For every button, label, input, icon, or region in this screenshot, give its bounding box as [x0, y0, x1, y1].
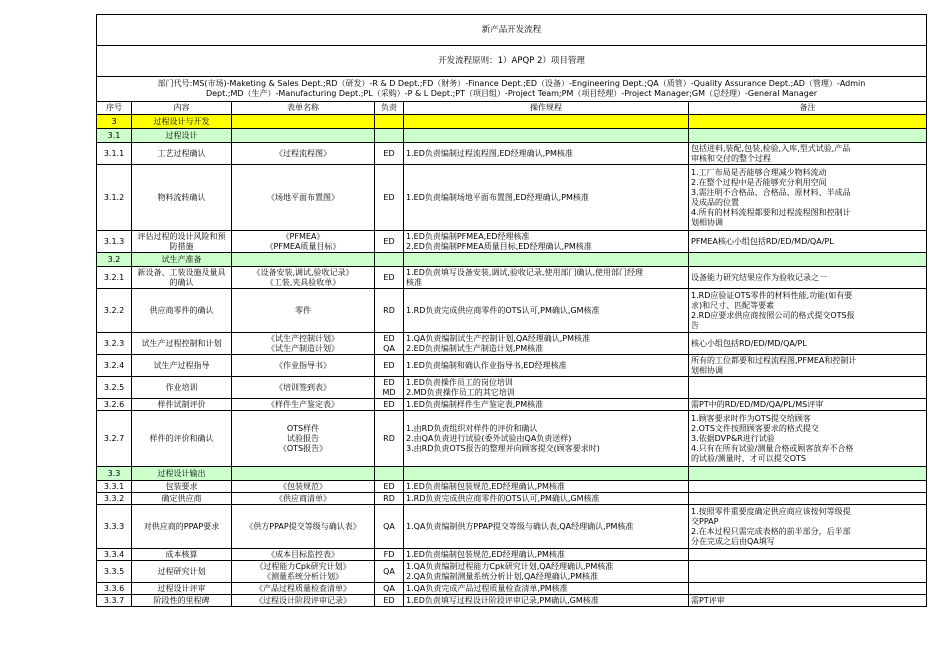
- process-sheet: [96, 14, 927, 607]
- row-notes-line: 1.按照零件重要度确定供应商应该按何等级提: [691, 506, 851, 516]
- table-row: [97, 333, 927, 355]
- row-owner: [375, 549, 404, 561]
- row-form-line: 《工装,夹具验收单》: [265, 277, 341, 287]
- row-procedure-line: 1.ED负责填写过程设计阶段评审记录,PM确认,GM核准: [406, 595, 599, 605]
- row-form-line: 《试生产控制计划》: [267, 333, 339, 343]
- header-form: 表单名称: [232, 102, 375, 115]
- section-label: 过程设计: [132, 129, 232, 143]
- row-content-line: 成本核算: [165, 549, 198, 559]
- row-procedure-line: 2.由QA负责进行试验(委外试验由QA负责送样): [406, 433, 572, 443]
- row-num: 3.3.6: [97, 583, 132, 595]
- row-notes: [689, 231, 927, 253]
- row-procedure: [404, 165, 689, 231]
- row-procedure-line: 1.QA负责完成产品过程质量检查清单,PM核准: [406, 583, 568, 593]
- row-owner-line: ED: [383, 272, 395, 282]
- row-content-line: 防措施: [169, 241, 194, 251]
- row-procedure: [404, 411, 689, 467]
- section-label: 过程设计输出: [132, 467, 232, 481]
- phase-label: 过程设计与开发: [132, 115, 232, 129]
- row-procedure-line: 1.RD负责完成供应商零件的OTS认可,PM确认,GM核准: [406, 305, 600, 315]
- section-num: 3.3: [97, 467, 132, 481]
- row-form-line: 《供应商清单》: [275, 493, 331, 503]
- row-procedure: [404, 377, 689, 399]
- row-procedure-line: 1.ED负责编制和确认作业指导书,ED经理核准: [406, 360, 567, 370]
- row-procedure-line: 2.ED负责编制试生产制造计划,PM核准: [406, 343, 544, 353]
- row-form: [232, 549, 375, 561]
- row-owner-line: RD: [383, 433, 395, 443]
- department-codes-line-2: Dept.;MD（生产）-Manufacturing Dept.;PL（采购）-P & L Dept.;PT（项目组）-Project Team;PM（项目经理）-Project Manager;GM（总经理）-General Manager: [205, 89, 818, 98]
- row-num: 3.1.3: [97, 231, 132, 253]
- section-row: [97, 467, 927, 481]
- row-notes-line: 3.需注明不合格品、合格品、原材料、半成品: [691, 187, 851, 197]
- section-row: [97, 253, 927, 267]
- row-num: 3.3.1: [97, 481, 132, 493]
- row-owner: [375, 583, 404, 595]
- table-row: [97, 505, 927, 549]
- row-notes: [689, 355, 927, 377]
- row-notes-line: 3.依据DVP&R进行试验: [691, 433, 775, 443]
- row-owner: [375, 561, 404, 583]
- row-form: [232, 165, 375, 231]
- row-form-line: 《过程设计阶段评审记录》: [255, 595, 351, 605]
- row-notes-line: 包括进料,装配,包装,检验,入库,型式试验,产品: [691, 143, 851, 153]
- table-row: [97, 231, 927, 253]
- row-notes-line: 审核和交付的整个过程: [691, 153, 771, 163]
- row-num: 3.2.2: [97, 289, 132, 333]
- row-notes-line: 4.所有的材料流程都要和过程流程图和控制计: [691, 207, 851, 217]
- row-procedure-line: 1.ED负责编制过程流程图,ED经理确认,PM核准: [406, 148, 573, 158]
- row-form-line: 《作业指导书》: [275, 360, 331, 370]
- row-content-line: 评估过程的设计风险和预: [137, 231, 226, 241]
- department-codes: [97, 77, 927, 102]
- section-num: 3.2: [97, 253, 132, 267]
- row-owner-line: ED: [383, 377, 395, 387]
- table-row: [97, 165, 927, 231]
- row-content: [132, 399, 232, 411]
- row-owner: [375, 505, 404, 549]
- row-procedure: [404, 231, 689, 253]
- row-content-line: 阶段性的里程碑: [153, 595, 210, 605]
- row-notes-line: 1.顾客要求时作为OTS提交给顾客: [691, 413, 811, 423]
- row-owner-line: MD: [382, 387, 396, 397]
- row-procedure-line: 1.ED负责编制样件生产鉴定表,PM核准: [406, 399, 544, 409]
- row-content: [132, 549, 232, 561]
- row-notes: [689, 399, 927, 411]
- row-notes-line: 的试验/测量时，才可以提交OTS: [691, 453, 806, 463]
- row-notes: [689, 377, 927, 399]
- row-content-line: 确定供应商: [161, 493, 202, 503]
- table-row: [97, 493, 927, 505]
- row-form-line: 《测量系统分析计划》: [263, 571, 343, 581]
- row-owner: [375, 481, 404, 493]
- row-content: [132, 289, 232, 333]
- row-procedure-line: 2.MD负责操作员工的其它培训: [406, 387, 515, 397]
- header-content: 内容: [132, 102, 232, 115]
- row-notes-line: 分在完成之后由QA填写: [691, 536, 775, 546]
- table-row: [97, 411, 927, 467]
- row-notes: [689, 561, 927, 583]
- row-owner-line: FD: [383, 549, 395, 559]
- row-procedure-line: 1.ED负责操作员工的岗位培训: [406, 377, 513, 387]
- row-form: [232, 143, 375, 165]
- row-content: [132, 493, 232, 505]
- row-procedure-line: 1.ED负责填写设备安装,调试,验收记录,使用部门确认,使用部门经理: [406, 267, 644, 277]
- row-notes: [689, 333, 927, 355]
- row-content: [132, 355, 232, 377]
- section-row: [97, 129, 927, 143]
- row-content-line: 样件试制评价: [157, 399, 206, 409]
- row-notes: [689, 411, 927, 467]
- row-form: [232, 493, 375, 505]
- row-form-line: 《PFMEA质量目标》: [265, 241, 341, 251]
- row-owner-line: RD: [383, 493, 395, 503]
- row-content-line: 的确认: [169, 277, 194, 287]
- row-owner: [375, 143, 404, 165]
- row-procedure-line: 1.由RD负责组织对样件的评价和确认: [406, 423, 538, 433]
- row-notes-line: 需PT评审: [691, 595, 725, 605]
- row-notes-line: 2.RD应要求供应商按照公司的格式提交OTS报: [691, 310, 855, 320]
- row-form: [232, 583, 375, 595]
- row-form: [232, 333, 375, 355]
- row-procedure: [404, 267, 689, 289]
- row-form-line: 零件: [295, 305, 311, 315]
- row-content: [132, 165, 232, 231]
- row-form: [232, 481, 375, 493]
- row-num: 3.2.3: [97, 333, 132, 355]
- row-notes: [689, 595, 927, 607]
- row-content-line: 作业培训: [165, 382, 198, 392]
- row-owner-line: ED: [383, 595, 395, 605]
- row-form-line: 《培训签到表》: [275, 382, 331, 392]
- row-notes-line: 设备能力研究结果应作为验收记录之一: [691, 272, 827, 282]
- row-owner: [375, 231, 404, 253]
- phase-row: [97, 115, 927, 129]
- row-num: 3.1.1: [97, 143, 132, 165]
- row-content-line: 新设备、工装设施及量具: [137, 267, 226, 277]
- row-procedure-line: 3.由RD负责OTS报告的整理并向顾客提交(顾客要求时): [406, 443, 600, 453]
- row-form-line: 《试生产制造计划》: [267, 343, 339, 353]
- row-procedure: [404, 561, 689, 583]
- section-num: 3.1: [97, 129, 132, 143]
- row-owner-line: QA: [383, 583, 395, 593]
- table-row: [97, 549, 927, 561]
- row-procedure: [404, 289, 689, 333]
- row-procedure: [404, 333, 689, 355]
- row-content: [132, 505, 232, 549]
- row-notes-line: 2.OTS文件按照顾客要求的格式提交: [691, 423, 819, 433]
- process-table: [96, 14, 927, 607]
- row-content: [132, 231, 232, 253]
- row-content-line: 试生产过程控制和计划: [141, 338, 222, 348]
- row-notes: [689, 493, 927, 505]
- row-owner-line: QA: [383, 343, 395, 353]
- row-notes-line: 交PPAP: [691, 516, 719, 526]
- row-content-line: 包装要求: [165, 481, 198, 491]
- row-num: 3.2.7: [97, 411, 132, 467]
- row-notes-line: 2.在本过程只需完成表格的前半部分，后半部: [691, 526, 851, 536]
- sheet-title: 新产品开发流程: [97, 15, 927, 46]
- row-notes: [689, 505, 927, 549]
- header-owner: 负责: [375, 102, 404, 115]
- row-num: 3.3.4: [97, 549, 132, 561]
- row-owner-line: ED: [383, 148, 395, 158]
- row-owner: [375, 289, 404, 333]
- row-notes-line: 2.在整个过程中是否能够充分利用空间: [691, 177, 827, 187]
- row-content-line: 试生产过程指导: [153, 360, 210, 370]
- row-content-line: 对供应商的PPAP要求: [143, 521, 220, 531]
- row-owner: [375, 399, 404, 411]
- header-num: 序号: [97, 102, 132, 115]
- row-procedure-line: 1.QA负责编制过程能力Cpk研究计划,QA经理确认,PM核准: [406, 561, 614, 571]
- row-content-line: 样件的评价和确认: [149, 433, 214, 443]
- method-line: 开发流程原则：1）APQP 2）项目管理: [97, 46, 927, 77]
- row-notes-line: 1.工厂布局是否能够合理减少物料流动: [691, 167, 827, 177]
- row-procedure-line: 2.ED负责编制PFMEA质量目标,ED经理确认,PM核准: [406, 241, 592, 251]
- row-content: [132, 595, 232, 607]
- row-procedure-line: 1.ED负责编制包装规范,ED经理确认,PM核准: [406, 481, 565, 491]
- row-owner-line: QA: [383, 521, 395, 531]
- table-row: [97, 355, 927, 377]
- row-owner-line: ED: [383, 192, 395, 202]
- row-notes: [689, 583, 927, 595]
- row-num: 3.3.2: [97, 493, 132, 505]
- row-num: 3.3.5: [97, 561, 132, 583]
- row-form-line: 《场地平面布置图》: [267, 192, 339, 202]
- row-num: 3.3.7: [97, 595, 132, 607]
- row-content-line: 物料流转确认: [157, 192, 206, 202]
- row-notes-line: 及成品的位置: [691, 197, 739, 207]
- row-owner: [375, 493, 404, 505]
- row-procedure: [404, 399, 689, 411]
- row-procedure: [404, 143, 689, 165]
- row-owner: [375, 267, 404, 289]
- row-form: [232, 561, 375, 583]
- row-notes-line: 划相协调: [691, 217, 723, 227]
- row-content-line: 供应商零件的确认: [149, 305, 214, 315]
- table-row: [97, 583, 927, 595]
- row-content-line: 过程研究计划: [157, 566, 206, 576]
- row-procedure: [404, 355, 689, 377]
- row-form: [232, 289, 375, 333]
- row-owner-line: ED: [383, 333, 395, 343]
- row-form-line: 《过程能力Cpk研究计划》: [255, 561, 351, 571]
- phase-num: 3: [97, 115, 132, 129]
- row-form-line: 《成本目标监控表》: [267, 549, 339, 559]
- row-form-line: 《过程流程图》: [275, 148, 331, 158]
- row-notes-line: 4.只有在所有试验/测量合格或顾客放弃不合格: [691, 443, 854, 453]
- row-procedure: [404, 549, 689, 561]
- row-content: [132, 561, 232, 583]
- row-owner-line: QA: [383, 566, 395, 576]
- row-notes-line: 核心小组包括RD/ED/MD/QA/PL: [691, 338, 807, 348]
- row-procedure-line: 1.ED负责编制PFMEA,ED经理核准: [406, 231, 530, 241]
- row-procedure: [404, 583, 689, 595]
- row-form: [232, 505, 375, 549]
- row-content: [132, 411, 232, 467]
- row-form-line: 《产品过程质量检查清单》: [255, 583, 351, 593]
- row-owner: [375, 411, 404, 467]
- row-notes: [689, 267, 927, 289]
- row-notes-line: 告: [691, 320, 699, 330]
- row-procedure: [404, 595, 689, 607]
- row-form-line: 《设备安装,调试,验收记录》: [252, 267, 354, 277]
- row-notes: [689, 481, 927, 493]
- row-content: [132, 267, 232, 289]
- table-row: [97, 377, 927, 399]
- row-form-line: 《包装规范》: [279, 481, 327, 491]
- row-procedure-line: 1.ED负责编制包装规范,ED经理确认,PM核准: [406, 549, 565, 559]
- row-notes-line: 1.RD应验证OTS零件的材料性能,功能(如有要: [691, 290, 853, 300]
- row-notes-line: 所有的工位都要和过程流程图,PFMEA和控制计: [691, 355, 857, 365]
- row-num: 3.2.5: [97, 377, 132, 399]
- row-notes: [689, 549, 927, 561]
- row-content: [132, 583, 232, 595]
- row-num: 3.2.4: [97, 355, 132, 377]
- row-procedure: [404, 481, 689, 493]
- row-content: [132, 143, 232, 165]
- row-content-line: 工艺过程确认: [157, 148, 206, 158]
- row-form: [232, 231, 375, 253]
- department-codes-line-1: 部门代号:MS(市场)-Maketing & Sales Dept.;RD（研发）-R & D Dept.;FD（财务）-Finance Dept.;ED（设备）-Engineering Dept.;QA（质管）-Quality Assurance Dept.;AD（管理）-Admin: [157, 79, 866, 88]
- row-num: 3.2.1: [97, 267, 132, 289]
- row-form-line: 试验报告: [287, 433, 319, 443]
- row-form: [232, 399, 375, 411]
- row-procedure-line: 1.ED负责编制场地平面布置图,ED经理确认,PM核准: [406, 192, 589, 202]
- table-row: [97, 399, 927, 411]
- row-notes-line: 需PT中的RD/ED/MD/QA/PL/MS评审: [691, 399, 824, 409]
- row-form: [232, 355, 375, 377]
- table-row: [97, 143, 927, 165]
- row-owner-line: ED: [383, 360, 395, 370]
- row-owner-line: ED: [383, 481, 395, 491]
- row-content: [132, 333, 232, 355]
- row-form: [232, 411, 375, 467]
- row-procedure-line: 1.QA负责编制供方PPAP提交等级与确认表,QA经理确认,PM核准: [406, 521, 634, 531]
- header-notes: 备注: [689, 102, 927, 115]
- row-notes-line: 划相协调: [691, 365, 723, 375]
- row-form: [232, 595, 375, 607]
- table-row: [97, 267, 927, 289]
- row-notes-line: 求)和尺寸、匹配等要素: [691, 300, 775, 310]
- row-owner-line: ED: [383, 236, 395, 246]
- row-procedure-line: 1.RD负责完成供应商零件的OTS认可,PM确认,GM核准: [406, 493, 600, 503]
- row-notes: [689, 143, 927, 165]
- row-procedure-line: 2.QA负责编制测量系统分析计划,QA经理确认,PM核准: [406, 571, 598, 581]
- row-form-line: 《样件生产鉴定表》: [267, 399, 339, 409]
- row-owner: [375, 355, 404, 377]
- row-content: [132, 481, 232, 493]
- row-num: 3.1.2: [97, 165, 132, 231]
- row-content-line: 过程设计评审: [157, 583, 206, 593]
- row-owner-line: RD: [383, 305, 395, 315]
- row-owner-line: ED: [383, 399, 395, 409]
- table-row: [97, 289, 927, 333]
- header-row: [97, 102, 927, 115]
- row-owner: [375, 595, 404, 607]
- row-procedure-line: 核准: [406, 277, 422, 287]
- row-procedure-line: 1.QA负责编制试生产控制计划,QA经理确认,PM核准: [406, 333, 590, 343]
- table-row: [97, 595, 927, 607]
- row-form-line: 《OTS报告》: [278, 443, 328, 453]
- row-owner: [375, 333, 404, 355]
- row-notes-line: PFMEA核心小组包括RD/ED/MD/QA/PL: [691, 236, 834, 246]
- row-owner: [375, 165, 404, 231]
- row-form: [232, 267, 375, 289]
- row-content: [132, 377, 232, 399]
- section-label: 试生产准备: [132, 253, 232, 267]
- row-notes: [689, 289, 927, 333]
- row-notes: [689, 165, 927, 231]
- row-form: [232, 377, 375, 399]
- row-form-line: 《PFMEA》: [281, 231, 325, 241]
- row-num: 3.3.3: [97, 505, 132, 549]
- header-procedure: 操作规程: [404, 102, 689, 115]
- row-form-line: OTS样件: [286, 423, 320, 433]
- row-form-line: 《供方PPAP提交等级与确认表》: [245, 521, 361, 531]
- table-row: [97, 561, 927, 583]
- row-procedure: [404, 505, 689, 549]
- table-row: [97, 481, 927, 493]
- row-num: 3.2.6: [97, 399, 132, 411]
- row-owner: [375, 377, 404, 399]
- row-procedure: [404, 493, 689, 505]
